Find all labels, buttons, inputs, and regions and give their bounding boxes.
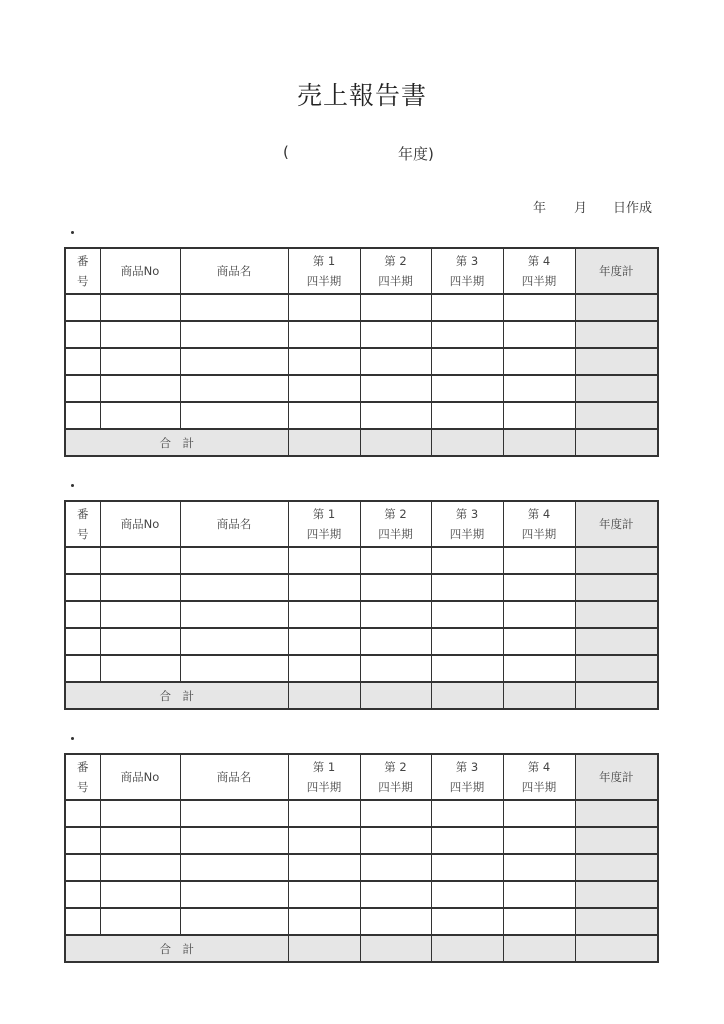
- table-row: [65, 375, 658, 402]
- table-cell[interactable]: [288, 348, 360, 375]
- table-cell[interactable]: [575, 655, 658, 682]
- created-month-label: 月: [574, 201, 588, 216]
- table-cell[interactable]: [100, 881, 180, 908]
- quarter-sublabel: 四半期: [449, 274, 485, 288]
- table-cell[interactable]: [100, 294, 180, 321]
- table-cell[interactable]: [360, 402, 431, 429]
- table-cell[interactable]: [431, 628, 503, 655]
- table-cell[interactable]: [360, 655, 431, 682]
- total-cell[interactable]: [503, 429, 575, 456]
- table-cell[interactable]: [360, 321, 431, 348]
- sales-table-1: [64, 247, 659, 457]
- table-cell[interactable]: [180, 321, 288, 348]
- table-cell[interactable]: [431, 375, 503, 402]
- table-cell[interactable]: [288, 375, 360, 402]
- table-cell[interactable]: [503, 601, 575, 628]
- table-cell[interactable]: [360, 908, 431, 935]
- table-row: [65, 827, 658, 854]
- table-cell[interactable]: [288, 854, 360, 881]
- quarter-label: 第 2: [384, 254, 407, 268]
- table-cell[interactable]: [288, 321, 360, 348]
- quarter-label: 第 4: [527, 760, 551, 774]
- table-cell[interactable]: [100, 601, 180, 628]
- header-quarter-2: [360, 754, 431, 800]
- table-cell[interactable]: [288, 574, 360, 601]
- table-cell[interactable]: [360, 854, 431, 881]
- table-cell[interactable]: [503, 854, 575, 881]
- total-cell[interactable]: [503, 935, 575, 962]
- created-year-label: 年: [533, 201, 547, 216]
- table-cell[interactable]: [503, 294, 575, 321]
- quarter-label: 第 2: [384, 760, 407, 774]
- table-cell[interactable]: [575, 628, 658, 655]
- quarter-sublabel: 四半期: [521, 274, 557, 288]
- header-product-name: 商品名: [180, 754, 288, 800]
- header-number-line2: 号: [77, 274, 89, 288]
- quarter-label: 第 3: [455, 254, 479, 268]
- total-cell[interactable]: [288, 429, 360, 456]
- fiscal-year-open-paren: (: [283, 143, 289, 161]
- header-number-line1: 番: [77, 507, 89, 521]
- header-number: [65, 501, 100, 547]
- table-cell[interactable]: [180, 854, 288, 881]
- table-cell[interactable]: [65, 628, 100, 655]
- table-cell[interactable]: [575, 321, 658, 348]
- table-cell[interactable]: [100, 375, 180, 402]
- table-cell[interactable]: [65, 375, 100, 402]
- total-cell[interactable]: [360, 429, 431, 456]
- total-cell[interactable]: [503, 682, 575, 709]
- table-cell[interactable]: [180, 655, 288, 682]
- table-row: [65, 348, 658, 375]
- table-cell[interactable]: [503, 800, 575, 827]
- table-row: [65, 547, 658, 574]
- table-cell[interactable]: [180, 294, 288, 321]
- header-product-name: 商品名: [180, 248, 288, 294]
- header-number: [65, 248, 100, 294]
- table-cell[interactable]: [100, 827, 180, 854]
- total-row: [65, 682, 658, 709]
- table-cell[interactable]: [503, 881, 575, 908]
- table-cell[interactable]: [503, 375, 575, 402]
- table-cell[interactable]: [180, 908, 288, 935]
- total-cell[interactable]: [431, 682, 503, 709]
- table-cell[interactable]: [180, 881, 288, 908]
- table-cell[interactable]: [431, 601, 503, 628]
- quarter-sublabel: 四半期: [378, 780, 413, 794]
- header-quarter-1: [288, 248, 360, 294]
- table-cell[interactable]: [575, 574, 658, 601]
- table-cell[interactable]: [360, 827, 431, 854]
- table-row: [65, 321, 658, 348]
- table-cell[interactable]: [431, 655, 503, 682]
- total-row: [65, 429, 658, 456]
- header-number-line2: 号: [77, 527, 89, 541]
- table-cell[interactable]: [360, 574, 431, 601]
- quarter-sublabel: 四半期: [306, 780, 342, 794]
- table-cell[interactable]: [180, 547, 288, 574]
- table-cell[interactable]: [288, 294, 360, 321]
- table-cell[interactable]: [575, 402, 658, 429]
- header-quarter-4: [503, 501, 575, 547]
- table-cell[interactable]: [100, 655, 180, 682]
- table-cell[interactable]: [65, 908, 100, 935]
- header-annual-total: 年度計: [575, 501, 658, 547]
- table-cell[interactable]: [180, 574, 288, 601]
- table-cell[interactable]: [65, 574, 100, 601]
- table-cell[interactable]: [575, 348, 658, 375]
- table-cell[interactable]: [288, 908, 360, 935]
- table-cell[interactable]: [503, 574, 575, 601]
- table-row: [65, 908, 658, 935]
- table-cell[interactable]: [360, 547, 431, 574]
- header-quarter-2: [360, 248, 431, 294]
- quarter-label: 第 3: [455, 507, 479, 521]
- table-cell[interactable]: [65, 881, 100, 908]
- total-label: 合 計: [65, 429, 288, 456]
- total-cell[interactable]: [575, 935, 658, 962]
- table-row: [65, 402, 658, 429]
- header-number-line1: 番: [77, 760, 89, 774]
- table-cell[interactable]: [100, 854, 180, 881]
- total-cell[interactable]: [431, 935, 503, 962]
- table-cell[interactable]: [180, 800, 288, 827]
- table-header-row: [65, 754, 658, 800]
- total-cell[interactable]: [360, 682, 431, 709]
- table-cell[interactable]: [431, 827, 503, 854]
- sales-table-3: [64, 753, 659, 963]
- total-cell[interactable]: [575, 682, 658, 709]
- quarter-label: 第 1: [312, 507, 336, 521]
- total-row: [65, 935, 658, 962]
- table-row: [65, 881, 658, 908]
- header-quarter-3: [431, 248, 503, 294]
- header-quarter-3: [431, 501, 503, 547]
- table-cell[interactable]: [503, 655, 575, 682]
- table-cell[interactable]: [180, 348, 288, 375]
- quarter-sublabel: 四半期: [378, 527, 413, 541]
- table-cell[interactable]: [431, 321, 503, 348]
- table-cell[interactable]: [360, 294, 431, 321]
- table-cell[interactable]: [575, 854, 658, 881]
- table-cell[interactable]: [65, 827, 100, 854]
- quarter-label: 第 4: [527, 507, 551, 521]
- table-cell[interactable]: [575, 800, 658, 827]
- header-quarter-1: [288, 501, 360, 547]
- header-annual-total: 年度計: [575, 248, 658, 294]
- table-cell[interactable]: [360, 348, 431, 375]
- table-cell[interactable]: [100, 574, 180, 601]
- table-cell[interactable]: [431, 294, 503, 321]
- header-product-name: 商品名: [180, 501, 288, 547]
- fiscal-year-label: 年度): [398, 145, 434, 163]
- table-cell[interactable]: [288, 547, 360, 574]
- table-cell[interactable]: [288, 655, 360, 682]
- table-cell[interactable]: [503, 547, 575, 574]
- table-cell[interactable]: [360, 881, 431, 908]
- table-cell[interactable]: [360, 601, 431, 628]
- table-cell[interactable]: [180, 628, 288, 655]
- table-cell[interactable]: [431, 574, 503, 601]
- quarter-sublabel: 四半期: [306, 527, 342, 541]
- table-cell[interactable]: [503, 628, 575, 655]
- document-title: 売上報告書: [296, 81, 427, 110]
- table-cell[interactable]: [575, 294, 658, 321]
- table-cell[interactable]: [65, 402, 100, 429]
- quarter-sublabel: 四半期: [521, 527, 557, 541]
- header-product-no: 商品No: [100, 248, 180, 294]
- total-cell[interactable]: [288, 682, 360, 709]
- header-product-no: 商品No: [100, 754, 180, 800]
- header-quarter-3: [431, 754, 503, 800]
- table-cell[interactable]: [575, 601, 658, 628]
- table-cell[interactable]: [503, 321, 575, 348]
- total-cell[interactable]: [288, 935, 360, 962]
- header-number: [65, 754, 100, 800]
- quarter-sublabel: 四半期: [521, 780, 557, 794]
- table-cell[interactable]: [288, 881, 360, 908]
- table-cell[interactable]: [575, 547, 658, 574]
- table-header-row: [65, 501, 658, 547]
- header-number-line2: 号: [77, 780, 89, 794]
- table-cell[interactable]: [100, 547, 180, 574]
- table-cell[interactable]: [431, 908, 503, 935]
- total-cell[interactable]: [360, 935, 431, 962]
- table-cell[interactable]: [431, 854, 503, 881]
- table-cell[interactable]: [431, 402, 503, 429]
- table-cell[interactable]: [503, 827, 575, 854]
- table-cell[interactable]: [288, 827, 360, 854]
- table-cell[interactable]: [180, 827, 288, 854]
- table-cell[interactable]: [180, 402, 288, 429]
- table-row: [65, 800, 658, 827]
- table-cell[interactable]: [180, 601, 288, 628]
- table-cell[interactable]: [100, 800, 180, 827]
- header-annual-total: 年度計: [575, 754, 658, 800]
- table-row: [65, 628, 658, 655]
- table-cell[interactable]: [65, 294, 100, 321]
- table-cell[interactable]: [431, 881, 503, 908]
- header-quarter-1: [288, 754, 360, 800]
- table-row: [65, 854, 658, 881]
- section-bullet: [71, 231, 74, 234]
- table-header-row: [65, 248, 658, 294]
- header-quarter-2: [360, 501, 431, 547]
- table-cell[interactable]: [288, 800, 360, 827]
- quarter-sublabel: 四半期: [306, 274, 342, 288]
- header-number-line1: 番: [77, 254, 89, 268]
- table-cell[interactable]: [360, 800, 431, 827]
- table-cell[interactable]: [288, 601, 360, 628]
- table-cell[interactable]: [575, 908, 658, 935]
- quarter-label: 第 3: [455, 760, 479, 774]
- header-quarter-4: [503, 248, 575, 294]
- table-cell[interactable]: [65, 601, 100, 628]
- table-row: [65, 294, 658, 321]
- header-product-no: 商品No: [100, 501, 180, 547]
- quarter-label: 第 2: [384, 507, 407, 521]
- header-quarter-4: [503, 754, 575, 800]
- total-label: 合 計: [65, 682, 288, 709]
- total-label: 合 計: [65, 935, 288, 962]
- table-cell[interactable]: [65, 547, 100, 574]
- table-cell[interactable]: [100, 348, 180, 375]
- table-cell[interactable]: [288, 402, 360, 429]
- table-row: [65, 655, 658, 682]
- table-cell[interactable]: [431, 348, 503, 375]
- section-bullet: [71, 484, 74, 487]
- table-cell[interactable]: [100, 402, 180, 429]
- table-cell[interactable]: [431, 547, 503, 574]
- quarter-label: 第 1: [312, 254, 336, 268]
- table-cell[interactable]: [100, 628, 180, 655]
- table-cell[interactable]: [575, 881, 658, 908]
- table-row: [65, 574, 658, 601]
- sales-table-2: [64, 500, 659, 710]
- table-cell[interactable]: [288, 628, 360, 655]
- table-cell[interactable]: [100, 908, 180, 935]
- quarter-label: 第 4: [527, 254, 551, 268]
- quarter-sublabel: 四半期: [449, 527, 485, 541]
- table-cell[interactable]: [100, 321, 180, 348]
- quarter-sublabel: 四半期: [449, 780, 485, 794]
- total-cell[interactable]: [575, 429, 658, 456]
- quarter-sublabel: 四半期: [378, 274, 413, 288]
- table-cell[interactable]: [503, 402, 575, 429]
- table-cell[interactable]: [431, 800, 503, 827]
- quarter-label: 第 1: [312, 760, 336, 774]
- table-row: [65, 601, 658, 628]
- table-cell[interactable]: [360, 628, 431, 655]
- table-cell[interactable]: [180, 375, 288, 402]
- table-cell[interactable]: [503, 908, 575, 935]
- table-cell[interactable]: [65, 655, 100, 682]
- section-bullet: [71, 737, 74, 740]
- table-cell[interactable]: [65, 800, 100, 827]
- total-cell[interactable]: [431, 429, 503, 456]
- table-cell[interactable]: [575, 827, 658, 854]
- created-day-label: 日作成: [613, 201, 653, 216]
- table-cell[interactable]: [575, 375, 658, 402]
- table-cell[interactable]: [65, 348, 100, 375]
- table-cell[interactable]: [503, 348, 575, 375]
- table-cell[interactable]: [65, 854, 100, 881]
- table-cell[interactable]: [360, 375, 431, 402]
- table-cell[interactable]: [65, 321, 100, 348]
